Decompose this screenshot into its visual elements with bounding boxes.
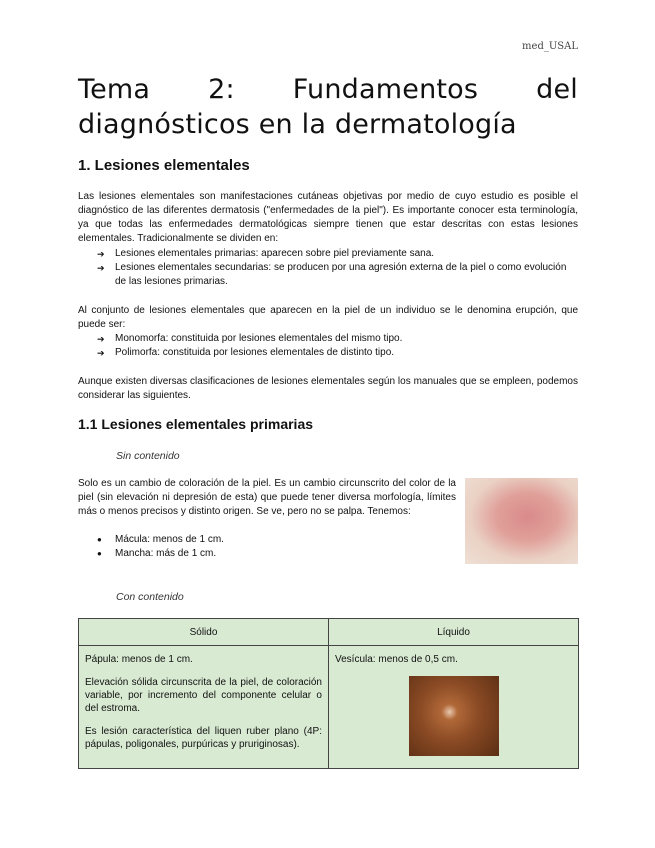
eruption-paragraph: Al conjunto de lesiones elementales que aparecen en la piel de un individuo se le denomina erupción, que puede ser:	[78, 305, 578, 330]
list-item: ● Mácula: menos de 1 cm.	[97, 533, 224, 547]
cell-paragraph: Pápula: menos de 1 cm.	[85, 654, 193, 665]
intro-paragraph: Las lesiones elementales son manifestaciones cutáneas objetivas por medio de cuyo estudio es posible el diagnóstico de las diferentes dermatosis ("enfermedades de la piel"). Es importante conocer esta terminología, ya que todas las enfermedades dermatológicas siempre tienen que estar descritas con estas lesiones elementales. Tradicionalmente se dividen en:	[78, 191, 578, 244]
sin-contenido-label: Sin contenido	[116, 450, 180, 462]
cell-paragraph: Elevación sólida circunscrita de la piel, de coloración variable, por incremento del componente celular o del estroma.	[85, 677, 322, 714]
vesicula-photo	[409, 676, 499, 756]
macula-photo	[465, 478, 578, 564]
eruption-types-list	[97, 332, 578, 360]
closing-paragraph: Aunque existen diversas clasificaciones de lesiones elementales según los manuales que se empleen, podemos considerar las siguientes.	[78, 376, 578, 401]
section-heading: 1. Lesiones elementales	[78, 157, 250, 174]
column-header-liquido: Líquido	[329, 619, 579, 646]
title-word: del	[536, 74, 578, 105]
sin-contenido-list	[97, 533, 224, 561]
title-line-2: diagnósticos en la dermatología	[78, 109, 517, 140]
cell-paragraph: Es lesión característica del liquen ruber plano (4P: pápulas, poligonales, purpúricas y pruriginosas).	[85, 726, 322, 750]
header-tag: med_USAL	[522, 41, 578, 52]
title-word: Tema	[78, 74, 151, 105]
list-item: ● Mancha: más de 1 cm.	[97, 547, 224, 561]
list-item: ➔ Lesiones elementales primarias: aparecen sobre piel previamente sana.	[97, 247, 578, 261]
con-contenido-table	[78, 618, 579, 769]
liquido-cell	[329, 646, 579, 769]
table-header-row	[79, 619, 579, 646]
subsection-heading: 1.1 Lesiones elementales primarias	[78, 416, 314, 432]
cell-paragraph: Vesícula: menos de 0,5 cm.	[335, 654, 458, 665]
column-header-solido: Sólido	[79, 619, 329, 646]
con-contenido-label: Con contenido	[116, 591, 184, 603]
title-word: 2:	[208, 74, 235, 105]
list-item: ➔ Monomorfa: constituida por lesiones elementales del mismo tipo.	[97, 332, 578, 346]
list-item: ➔ Lesiones elementales secundarias: se producen por una agresión externa de la piel o como evolución de las lesiones primarias.	[97, 261, 578, 289]
lesion-types-list	[97, 247, 578, 289]
title-line-1	[78, 72, 578, 107]
list-item: ➔ Polimorfa: constituida por lesiones elementales de distinto tipo.	[97, 346, 578, 360]
table-row	[79, 646, 579, 769]
sin-contenido-paragraph: Solo es un cambio de coloración de la piel. Es un cambio circunscrito del color de la piel (sin elevación ni depresión de esta) que puede tener diversa morfología, límites más o menos precisos y distinto origen. Se ve, pero no se palpa. Tenemos:	[78, 478, 456, 517]
solido-cell	[79, 646, 329, 769]
page-title	[78, 72, 578, 142]
title-word: Fundamentos	[292, 74, 479, 105]
